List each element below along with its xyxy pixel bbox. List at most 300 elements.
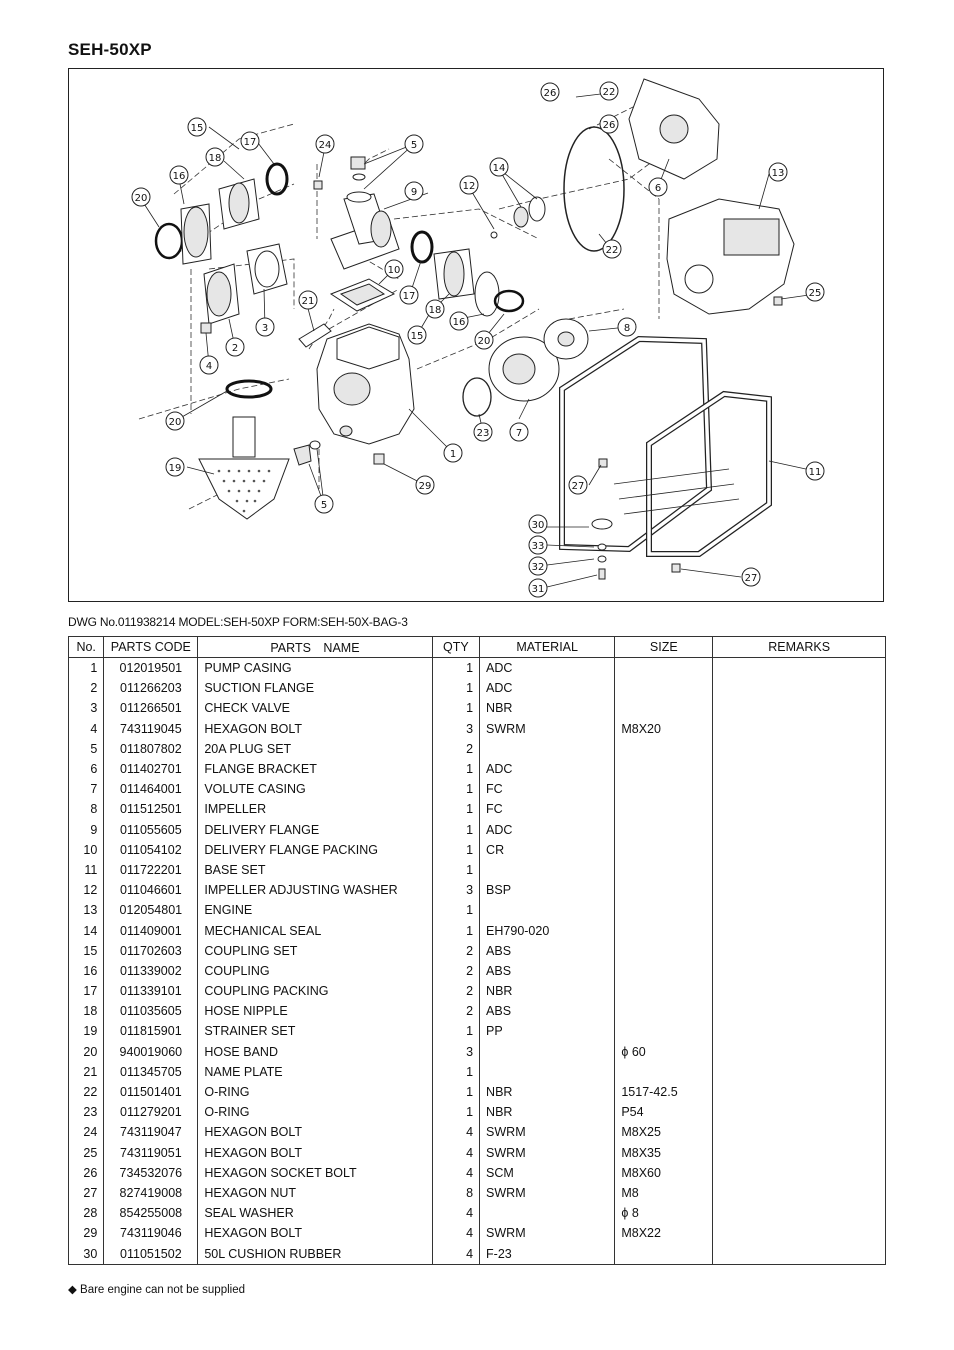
cell-remarks	[713, 739, 886, 759]
table-row	[69, 779, 886, 799]
cell-material	[480, 1042, 615, 1062]
suction-flange-assembly	[201, 244, 287, 333]
cell-material: SWRM	[480, 1143, 615, 1163]
cell-parts-name: BASE SET	[198, 860, 432, 880]
callout-15-right	[408, 326, 426, 344]
cell-parts-code: 743119046	[104, 1223, 198, 1243]
cell-qty: 8	[432, 1183, 479, 1203]
svg-text:15: 15	[410, 331, 424, 342]
cell-parts-name: HOSE NIPPLE	[198, 1001, 432, 1021]
svg-text:18: 18	[208, 153, 222, 164]
cell-no: 24	[69, 1122, 104, 1142]
cell-remarks	[713, 1243, 886, 1264]
cell-parts-name: CHECK VALVE	[198, 698, 432, 718]
strainer-set	[199, 417, 289, 519]
svg-text:27: 27	[571, 481, 585, 492]
cell-material	[480, 739, 615, 759]
cell-qty: 2	[432, 941, 479, 961]
cell-no: 27	[69, 1183, 104, 1203]
table-header-row	[69, 637, 886, 658]
cell-remarks	[713, 880, 886, 900]
callout-9	[405, 182, 423, 200]
cell-material: ADC	[480, 820, 615, 840]
cell-size: ϕ 60	[615, 1042, 713, 1062]
cell-parts-name: HEXAGON BOLT	[198, 1122, 432, 1142]
cell-qty: 1	[432, 1102, 479, 1122]
cell-qty: 1	[432, 900, 479, 920]
callout-2	[226, 338, 244, 356]
header-parts-code: PARTS CODE	[104, 637, 198, 658]
cell-qty: 4	[432, 1163, 479, 1183]
cell-parts-name: IMPELLER ADJUSTING WASHER	[198, 880, 432, 900]
cell-parts-code: 011051502	[104, 1243, 198, 1264]
cell-remarks	[713, 1102, 886, 1122]
svg-text:12: 12	[462, 181, 476, 192]
cell-remarks	[713, 1183, 886, 1203]
cell-material: NBR	[480, 1082, 615, 1102]
cell-parts-name: 50L CUSHION RUBBER	[198, 1243, 432, 1264]
callout-17-left	[241, 132, 259, 150]
table-row	[69, 880, 886, 900]
svg-text:16: 16	[172, 171, 186, 182]
svg-text:26: 26	[543, 88, 557, 99]
cell-material: FC	[480, 799, 615, 819]
svg-text:10: 10	[387, 265, 401, 276]
table-row	[69, 1183, 886, 1203]
cell-size	[615, 860, 713, 880]
cell-parts-name: COUPLING	[198, 961, 432, 981]
cell-no: 26	[69, 1163, 104, 1183]
callout-22-top	[600, 82, 618, 100]
cell-qty: 4	[432, 1143, 479, 1163]
callout-27-left	[569, 476, 587, 494]
svg-text:19: 19	[168, 463, 182, 474]
cell-parts-code: 011464001	[104, 779, 198, 799]
cell-parts-code: 012054801	[104, 900, 198, 920]
header-remarks: REMARKS	[713, 637, 886, 658]
table-row	[69, 1102, 886, 1122]
cell-size	[615, 981, 713, 1001]
cell-no: 17	[69, 981, 104, 1001]
cell-parts-code: 011409001	[104, 920, 198, 940]
cell-material: ABS	[480, 1001, 615, 1021]
svg-text:23: 23	[476, 428, 490, 439]
cell-remarks	[713, 900, 886, 920]
svg-text:20: 20	[134, 193, 148, 204]
cell-size: M8X25	[615, 1122, 713, 1142]
cell-parts-name: 20A PLUG SET	[198, 739, 432, 759]
svg-text:22: 22	[605, 245, 619, 256]
callout-20-lower	[166, 412, 184, 430]
cell-parts-code: 011035605	[104, 1001, 198, 1021]
cell-remarks	[713, 1021, 886, 1041]
cell-size	[615, 759, 713, 779]
cell-qty: 1	[432, 658, 479, 679]
svg-text:5: 5	[320, 500, 328, 511]
cell-qty: 2	[432, 1001, 479, 1021]
cell-qty: 1	[432, 1021, 479, 1041]
cell-remarks	[713, 1203, 886, 1223]
cell-size	[615, 739, 713, 759]
table-row	[69, 1082, 886, 1102]
cell-parts-name: ENGINE	[198, 900, 432, 920]
callout-30	[529, 515, 547, 533]
cell-parts-code: 011702603	[104, 941, 198, 961]
cell-parts-code: 011339002	[104, 961, 198, 981]
cell-parts-code: 743119051	[104, 1143, 198, 1163]
cell-qty: 3	[432, 1042, 479, 1062]
cell-qty: 2	[432, 739, 479, 759]
svg-text:8: 8	[623, 323, 631, 334]
cell-no: 25	[69, 1143, 104, 1163]
cell-parts-name: HOSE BAND	[198, 1042, 432, 1062]
callout-3	[256, 318, 274, 336]
cell-no: 8	[69, 799, 104, 819]
cell-parts-name: STRAINER SET	[198, 1021, 432, 1041]
cell-parts-code: 743119047	[104, 1122, 198, 1142]
cell-size	[615, 1062, 713, 1082]
svg-text:20: 20	[168, 417, 182, 428]
cell-material: SWRM	[480, 1183, 615, 1203]
cell-parts-name: COUPLING SET	[198, 941, 432, 961]
cell-parts-name: HEXAGON BOLT	[198, 1223, 432, 1243]
cell-parts-code: 011402701	[104, 759, 198, 779]
footnote: ◆ Bare engine can not be supplied	[68, 1284, 245, 1296]
svg-text:11: 11	[808, 467, 822, 478]
cell-parts-name: VOLUTE CASING	[198, 779, 432, 799]
cell-qty: 4	[432, 1203, 479, 1223]
header-no: No.	[69, 637, 104, 658]
table-row	[69, 1243, 886, 1264]
cell-parts-code: 011054102	[104, 840, 198, 860]
table-row	[69, 678, 886, 698]
cell-qty: 1	[432, 759, 479, 779]
cell-qty: 1	[432, 698, 479, 718]
cell-parts-code: 011046601	[104, 880, 198, 900]
cell-remarks	[713, 1082, 886, 1102]
cell-parts-name: NAME PLATE	[198, 1062, 432, 1082]
cell-qty: 1	[432, 678, 479, 698]
cell-material	[480, 900, 615, 920]
cell-parts-code: 011512501	[104, 799, 198, 819]
cell-qty: 1	[432, 779, 479, 799]
cell-no: 19	[69, 1021, 104, 1041]
cell-qty: 4	[432, 1223, 479, 1243]
cell-size	[615, 840, 713, 860]
cell-parts-code: 854255008	[104, 1203, 198, 1223]
cell-size	[615, 920, 713, 940]
cell-no: 14	[69, 920, 104, 940]
cell-parts-name: SEAL WASHER	[198, 1203, 432, 1223]
cell-material: CR	[480, 840, 615, 860]
callout-17-right	[400, 286, 418, 304]
table-row	[69, 1062, 886, 1082]
hose-band-lower	[227, 381, 271, 397]
right-coupling-assembly	[434, 249, 523, 316]
svg-text:25: 25	[808, 288, 822, 299]
cell-parts-name: DELIVERY FLANGE	[198, 820, 432, 840]
cell-remarks	[713, 698, 886, 718]
svg-text:30: 30	[531, 520, 545, 531]
svg-text:24: 24	[318, 140, 332, 151]
cell-qty: 2	[432, 981, 479, 1001]
cell-size	[615, 1021, 713, 1041]
cell-no: 20	[69, 1042, 104, 1062]
callout-12	[460, 176, 478, 194]
table-row	[69, 920, 886, 940]
cell-material: F-23	[480, 1243, 615, 1264]
cell-size	[615, 799, 713, 819]
cell-parts-name: HEXAGON NUT	[198, 1183, 432, 1203]
callout-21	[299, 291, 317, 309]
cell-no: 4	[69, 719, 104, 739]
cell-remarks	[713, 678, 886, 698]
cell-material: ABS	[480, 961, 615, 981]
cell-material: SWRM	[480, 719, 615, 739]
callout-4	[200, 356, 218, 374]
cell-material: ABS	[480, 941, 615, 961]
callout-14	[490, 158, 508, 176]
cell-parts-code: 011339101	[104, 981, 198, 1001]
cell-no: 6	[69, 759, 104, 779]
cell-size: ϕ 8	[615, 1203, 713, 1223]
table-row	[69, 981, 886, 1001]
table-row	[69, 759, 886, 779]
cell-qty: 1	[432, 1062, 479, 1082]
table-row	[69, 1163, 886, 1183]
parts-table-body	[69, 658, 886, 1265]
cell-parts-name: HEXAGON BOLT	[198, 719, 432, 739]
callout-5-top	[405, 135, 423, 153]
cell-no: 9	[69, 820, 104, 840]
table-row	[69, 820, 886, 840]
cell-remarks	[713, 759, 886, 779]
cell-size	[615, 880, 713, 900]
cell-parts-code: 011279201	[104, 1102, 198, 1122]
cell-size: M8X35	[615, 1143, 713, 1163]
cell-no: 12	[69, 880, 104, 900]
cell-size: P54	[615, 1102, 713, 1122]
cell-no: 1	[69, 658, 104, 679]
callout-18-right	[426, 300, 444, 318]
cell-remarks	[713, 941, 886, 961]
page-title: SEH-50XP	[68, 40, 152, 59]
table-row	[69, 1042, 886, 1062]
cell-qty: 3	[432, 880, 479, 900]
callout-32	[529, 557, 547, 575]
cell-remarks	[713, 779, 886, 799]
callout-13	[769, 163, 787, 181]
svg-text:17: 17	[402, 291, 416, 302]
cell-parts-code: 011266203	[104, 678, 198, 698]
svg-text:26: 26	[602, 120, 616, 131]
cell-size: M8X22	[615, 1223, 713, 1243]
exploded-view-svg	[69, 69, 885, 603]
cell-size	[615, 941, 713, 961]
cell-no: 22	[69, 1082, 104, 1102]
cell-parts-code: 743119045	[104, 719, 198, 739]
svg-text:17: 17	[243, 137, 257, 148]
cell-size	[615, 900, 713, 920]
cell-size	[615, 961, 713, 981]
cell-material: SWRM	[480, 1223, 615, 1243]
cell-parts-code: 011055605	[104, 820, 198, 840]
base-frame	[562, 339, 769, 579]
svg-text:4: 4	[205, 361, 213, 372]
cell-no: 18	[69, 1001, 104, 1021]
table-row	[69, 1001, 886, 1021]
cell-remarks	[713, 981, 886, 1001]
cell-parts-name: O-RING	[198, 1082, 432, 1102]
cell-remarks	[713, 799, 886, 819]
cell-material: PP	[480, 1021, 615, 1041]
header-material: MATERIAL	[480, 637, 615, 658]
cell-size: 1517-42.5	[615, 1082, 713, 1102]
cell-material: NBR	[480, 981, 615, 1001]
cell-no: 2	[69, 678, 104, 698]
callout-11	[806, 462, 824, 480]
cell-qty: 1	[432, 1082, 479, 1102]
svg-text:14: 14	[492, 163, 506, 174]
svg-text:29: 29	[418, 481, 432, 492]
callout-23	[474, 423, 492, 441]
cell-qty: 1	[432, 920, 479, 940]
cell-no: 28	[69, 1203, 104, 1223]
cell-no: 29	[69, 1223, 104, 1243]
cell-size	[615, 678, 713, 698]
cell-material: BSP	[480, 880, 615, 900]
cell-parts-name: COUPLING PACKING	[198, 981, 432, 1001]
cell-remarks	[713, 658, 886, 679]
callout-8	[618, 318, 636, 336]
cell-remarks	[713, 860, 886, 880]
callout-20-left	[132, 188, 150, 206]
callout-10	[385, 260, 403, 278]
table-row	[69, 961, 886, 981]
cell-no: 11	[69, 860, 104, 880]
callout-labels	[132, 82, 824, 597]
cell-no: 13	[69, 900, 104, 920]
table-row	[69, 799, 886, 819]
header-qty: QTY	[432, 637, 479, 658]
cell-parts-code: 940019060	[104, 1042, 198, 1062]
table-row	[69, 860, 886, 880]
cell-parts-code: 011266501	[104, 698, 198, 718]
callout-16-right	[450, 312, 468, 330]
svg-text:9: 9	[410, 187, 418, 198]
cell-parts-name: FLANGE BRACKET	[198, 759, 432, 779]
cell-qty: 4	[432, 1122, 479, 1142]
callout-33	[529, 536, 547, 554]
svg-text:27: 27	[744, 573, 758, 584]
cell-qty: 3	[432, 719, 479, 739]
table-row	[69, 698, 886, 718]
callout-25	[806, 283, 824, 301]
cell-no: 15	[69, 941, 104, 961]
callout-26	[541, 83, 559, 101]
parts-table	[68, 636, 886, 1265]
cell-qty: 4	[432, 1243, 479, 1264]
cell-parts-code: 011501401	[104, 1082, 198, 1102]
cell-parts-code: 011807802	[104, 739, 198, 759]
table-row	[69, 719, 886, 739]
callout-22-bottom	[603, 240, 621, 258]
svg-text:18: 18	[428, 305, 442, 316]
cell-material: NBR	[480, 698, 615, 718]
cell-parts-name: PUMP CASING	[198, 658, 432, 679]
cell-size: M8X20	[615, 719, 713, 739]
cell-parts-code: 011722201	[104, 860, 198, 880]
svg-text:3: 3	[261, 323, 269, 334]
cell-remarks	[713, 1143, 886, 1163]
svg-text:2: 2	[231, 343, 239, 354]
cell-material: ADC	[480, 678, 615, 698]
drawing-info: DWG No.011938214 MODEL:SEH-50XP FORM:SEH-50X-BAG-3	[68, 615, 408, 629]
cell-no: 23	[69, 1102, 104, 1122]
cell-material: ADC	[480, 658, 615, 679]
cell-material: SWRM	[480, 1122, 615, 1142]
cell-remarks	[713, 1163, 886, 1183]
svg-text:21: 21	[301, 296, 315, 307]
cell-no: 16	[69, 961, 104, 981]
svg-text:16: 16	[452, 317, 466, 328]
cell-size	[615, 698, 713, 718]
cell-material	[480, 1062, 615, 1082]
cell-parts-name: HEXAGON BOLT	[198, 1143, 432, 1163]
cell-qty: 1	[432, 820, 479, 840]
exploded-parts-diagram	[68, 68, 884, 602]
table-row	[69, 1203, 886, 1223]
callout-6	[649, 178, 667, 196]
cell-material: FC	[480, 779, 615, 799]
cell-parts-name: HEXAGON SOCKET BOLT	[198, 1163, 432, 1183]
svg-text:6: 6	[654, 183, 662, 194]
cell-remarks	[713, 1001, 886, 1021]
cell-material: SCM	[480, 1163, 615, 1183]
cell-size: M8X60	[615, 1163, 713, 1183]
cell-size	[615, 1001, 713, 1021]
callout-18-left	[206, 148, 224, 166]
cell-qty: 2	[432, 961, 479, 981]
callout-19	[166, 458, 184, 476]
cell-parts-code: 827419008	[104, 1183, 198, 1203]
cell-qty: 1	[432, 799, 479, 819]
svg-text:13: 13	[771, 168, 785, 179]
svg-text:33: 33	[531, 541, 545, 552]
cell-qty: 1	[432, 840, 479, 860]
cell-size	[615, 820, 713, 840]
svg-text:31: 31	[531, 584, 545, 595]
cell-remarks	[713, 1122, 886, 1142]
cell-no: 7	[69, 779, 104, 799]
cell-parts-name: MECHANICAL SEAL	[198, 920, 432, 940]
svg-text:20: 20	[477, 336, 491, 347]
cell-parts-name: DELIVERY FLANGE PACKING	[198, 840, 432, 860]
engine	[667, 199, 794, 314]
cell-remarks	[713, 961, 886, 981]
callout-5-bottom	[315, 495, 333, 513]
svg-text:15: 15	[190, 123, 204, 134]
callout-7	[510, 423, 528, 441]
cell-remarks	[713, 1223, 886, 1243]
cell-remarks	[713, 719, 886, 739]
cell-size	[615, 779, 713, 799]
cell-parts-name: O-RING	[198, 1102, 432, 1122]
cell-material: NBR	[480, 1102, 615, 1122]
callout-1	[444, 444, 462, 462]
cell-no: 21	[69, 1062, 104, 1082]
cell-parts-code: 011345705	[104, 1062, 198, 1082]
